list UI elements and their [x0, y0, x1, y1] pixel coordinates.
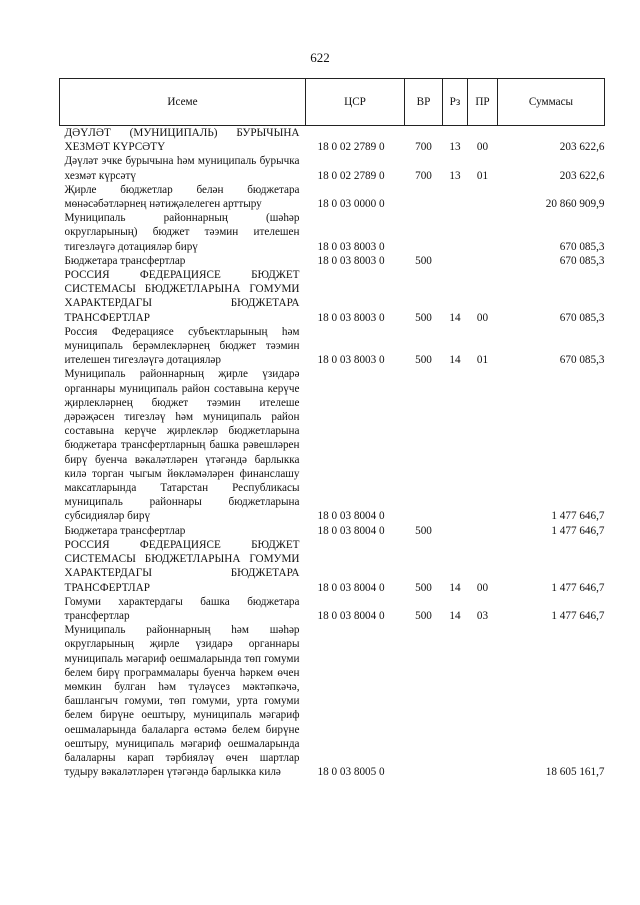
- row-vr: 500: [415, 254, 432, 267]
- row-csr: 18 0 03 8005 0: [317, 766, 385, 779]
- row-csr: 18 0 03 8004 0: [317, 609, 385, 622]
- row-pr: 00: [476, 141, 489, 154]
- row-pr: [468, 524, 498, 538]
- table-header-row: [60, 79, 605, 126]
- row-vr: [405, 367, 443, 523]
- row-name: Муниципаль районнарның (шәһәр округларының) бюджет тәэмин ителешен тигезләүгә дотацияләр бирү: [64, 212, 300, 253]
- row-sum: 1 477 646,7: [551, 524, 605, 537]
- row-vr: 500: [415, 581, 432, 594]
- table-row: [60, 268, 605, 325]
- row-csr: 18 0 03 8003 0: [317, 240, 385, 253]
- row-vr: 500: [415, 354, 432, 367]
- header-vr: ВР: [405, 79, 443, 126]
- row-rz: 14: [449, 581, 461, 594]
- row-vr: 500: [415, 311, 432, 324]
- row-pr: 03: [476, 609, 489, 622]
- header-sum: Суммасы: [498, 79, 605, 126]
- row-sum: 1 477 646,7: [551, 581, 605, 594]
- row-csr: 18 0 03 8003 0: [317, 354, 385, 367]
- row-pr: 01: [476, 169, 489, 182]
- row-rz: 13: [449, 169, 461, 182]
- row-rz: [443, 211, 468, 254]
- row-name: Гомуми характердагы башка бюджетара трансфертлар: [64, 595, 300, 622]
- table-row: [60, 595, 605, 623]
- header-csr: ЦСР: [306, 79, 405, 126]
- row-pr: 01: [476, 354, 489, 367]
- table-row: [60, 126, 605, 155]
- row-csr: 18 0 03 8004 0: [317, 510, 385, 523]
- row-pr: 00: [476, 311, 489, 324]
- row-name: Бюджетара трансфертлар: [64, 524, 186, 537]
- row-vr: 700: [415, 169, 432, 182]
- row-pr: [468, 254, 498, 268]
- row-vr: 500: [415, 524, 432, 537]
- row-pr: [468, 183, 498, 211]
- row-name: Дәүләт эчке бурычына һәм муниципаль бурычка хезмәт күрсәтү: [64, 155, 300, 182]
- row-pr: [468, 623, 498, 779]
- row-name: Муниципаль районнарның һәм шәһәр округларының җирле үзидарә органнары муниципаль мәгариф оешмаларында төп гомуми белем бирү программалары буенча һәркем өчен мөмкин булган һәм түләүсез мәктәпкәчә, башлангыч гомуми, төп гомуми, урта гомуми белем бирүне оештыру, муниципаль мәгариф оешмаларында балаларга өстәмә белем бирүне оештыру, муниципаль мәгариф оешмаларында балаларны карап тәрбияләү өчен шартлар тудыру вәкаләтләрен үтәгәндә барлыкка килә: [64, 624, 300, 779]
- row-name: РОССИЯ ФЕДЕРАЦИЯСЕ БЮДЖЕТ СИСТЕМАСЫ БЮДЖЕТЛАРЫНА ГОМУМИ ХАРАКТЕРДАГЫ БЮДЖЕТАРА ТРАНСФЕРТЛАР: [64, 269, 300, 324]
- row-sum: 203 622,6: [559, 141, 605, 154]
- row-vr: 700: [415, 141, 432, 154]
- row-vr: [405, 623, 443, 779]
- row-csr: 18 0 02 2789 0: [317, 141, 385, 154]
- row-rz: [443, 183, 468, 211]
- row-name: Россия Федерациясе субъектларының һәм муниципаль берәмлекләрнең бюджет тәэмин ителешен тигезләүгә дотацияләр: [64, 325, 300, 367]
- row-rz: [443, 367, 468, 523]
- budget-table: [59, 78, 605, 779]
- table-row: [60, 183, 605, 211]
- row-rz: 14: [449, 311, 461, 324]
- row-sum: 18 605 161,7: [545, 766, 605, 779]
- table-row: [60, 211, 605, 254]
- row-pr: 00: [476, 581, 489, 594]
- row-sum: 203 622,6: [559, 169, 605, 182]
- row-sum: 1 477 646,7: [551, 609, 605, 622]
- table-row: [60, 623, 605, 779]
- row-sum: 670 085,3: [559, 311, 605, 324]
- header-name: Исеме: [60, 79, 306, 126]
- row-name: РОССИЯ ФЕДЕРАЦИЯСЕ БЮДЖЕТ СИСТЕМАСЫ БЮДЖЕТЛАРЫНА ГОМУМИ ХАРАКТЕРДАГЫ БЮДЖЕТАРА ТРАНСФЕРТЛАР: [64, 538, 300, 594]
- row-name: ДӘҮЛӘТ (МУНИЦИПАЛЬ) БУРЫЧЫНА ХЕЗМӘТ КҮРСӘТҮ: [64, 127, 300, 154]
- table-row: [60, 538, 605, 595]
- row-csr: 18 0 03 8004 0: [317, 524, 385, 537]
- row-pr: [468, 367, 498, 523]
- row-rz: [443, 254, 468, 268]
- row-sum: 20 860 909,9: [545, 198, 605, 211]
- table-row: [60, 367, 605, 523]
- row-csr: 18 0 03 8003 0: [317, 254, 385, 267]
- row-rz: [443, 623, 468, 779]
- row-csr: 18 0 03 8004 0: [317, 581, 385, 594]
- row-pr: [468, 211, 498, 254]
- row-csr: 18 0 02 2789 0: [317, 169, 385, 182]
- row-rz: 14: [449, 354, 461, 367]
- row-vr: [405, 183, 443, 211]
- row-sum: 670 085,3: [559, 354, 605, 367]
- row-sum: 670 085,3: [559, 254, 605, 267]
- row-sum: 1 477 646,7: [551, 510, 605, 523]
- header-rz: Рз: [443, 79, 468, 126]
- row-csr: 18 0 03 8003 0: [317, 311, 385, 324]
- row-name: Җирле бюджетлар белән бюджетара мөнәсәбәтләрнең нәтиҗәлелеген арттыру: [64, 183, 300, 211]
- table-row: [60, 524, 605, 538]
- row-sum: 670 085,3: [559, 240, 605, 253]
- row-name: Бюджетара трансфертлар: [64, 254, 186, 267]
- row-rz: 14: [449, 609, 461, 622]
- row-csr: 18 0 03 0000 0: [317, 198, 385, 211]
- header-pr: ПР: [468, 79, 498, 126]
- page-number: 622: [310, 50, 330, 65]
- table-row: [60, 325, 605, 368]
- row-name: Муниципаль районнарның җирле үзидарә органнары муниципаль район составына керүче җирлекләрнең бюджет тәэмин ителеше дәрәҗәсен тигезләү һәм муниципаль район составына керүче җирлекләр бюджетларына бюджетара трансфертларның башка рәвешләрен бирү буенча вәкаләтләрен үтәгәндә барлыкка килә торган чыгым йөкләмәләрен финанслашу максатларында Татарстан Республикасы муниципаль районнары бюджетларына субсидияләр бирү: [64, 368, 300, 523]
- table-row: [60, 154, 605, 182]
- row-rz: [443, 524, 468, 538]
- row-vr: [405, 211, 443, 254]
- row-rz: 13: [449, 141, 461, 154]
- row-vr: 500: [415, 609, 432, 622]
- table-row: [60, 254, 605, 268]
